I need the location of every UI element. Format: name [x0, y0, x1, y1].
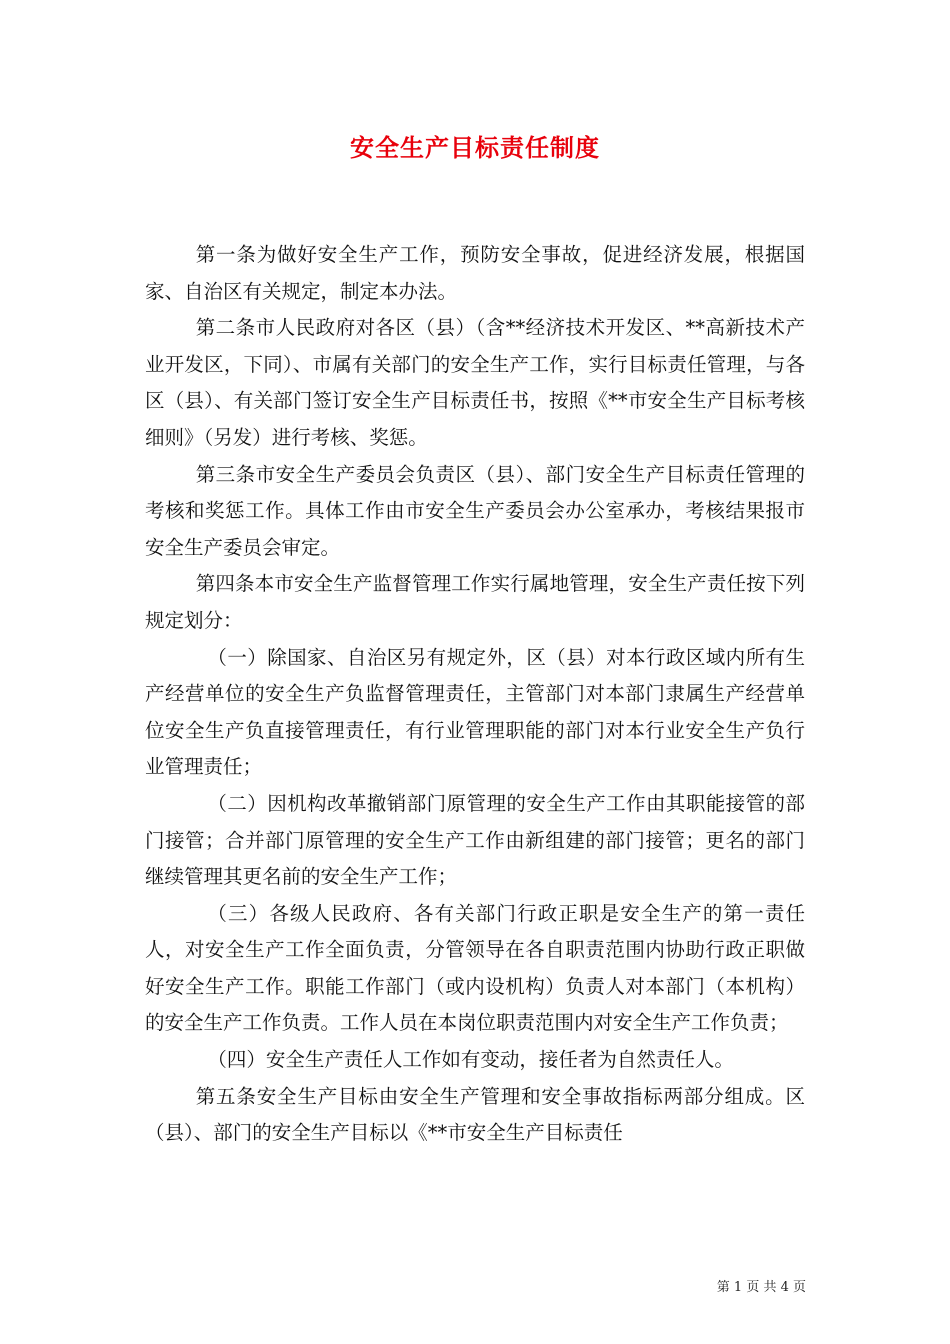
article-4-item-2: （二）因机构改革撤销部门原管理的安全生产工作由其职能接管的部门接管；合并部门原管理的安全生产工作由新组建的部门接管；更名的部门继续管理其更名前的安全生产工作； — [145, 791, 805, 889]
article-4-paragraph: 第四条本市安全生产监督管理工作实行属地管理，安全生产责任按下列规定划分： — [145, 572, 805, 632]
document-title: 安全生产目标责任制度 — [350, 133, 600, 162]
document-body — [145, 237, 805, 1152]
page-number-footer: 第 1 页 共 4 页 — [716, 1280, 806, 1295]
article-1-paragraph: 第一条为做好安全生产工作，预防安全事故，促进经济发展，根据国家、自治区有关规定，制定本办法。 — [145, 243, 805, 303]
article-4-item-1: （一）除国家、自治区另有规定外，区（县）对本行政区域内所有生产经营单位的安全生产负监督管理责任，主管部门对本部门隶属生产经营单位安全生产负直接管理责任，有行业管理职能的部门对本行业安全生产负行业管理责任； — [145, 645, 805, 779]
article-4-item-4: （四）安全生产责任人工作如有变动，接任者为自然责任人。 — [207, 1048, 734, 1072]
article-2-paragraph: 第二条市人民政府对各区（县）（含**经济技术开发区、**高新技术产业开发区，下同）、市属有关部门的安全生产工作，实行目标责任管理，与各区（县）、有关部门签订安全生产目标责任书，按照《**市安全生产目标考核细则》（另发）进行考核、奖惩。 — [145, 316, 805, 449]
article-5-paragraph: 第五条安全生产目标由安全生产管理和安全事故指标两部分组成。区（县）、部门的安全生产目标以《**市安全生产目标责任 — [145, 1084, 805, 1145]
article-4-item-3: （三）各级人民政府、各有关部门行政正职是安全生产的第一责任人，对安全生产工作全面负责，分管领导在各自职责范围内协助行政正职做好安全生产工作。职能工作部门（或内设机构）负责人对本部门（本机构）的安全生产工作负责。工作人员在本岗位职责范围内对安全生产工作负责； — [145, 901, 805, 1035]
article-3-paragraph: 第三条市安全生产委员会负责区（县）、部门安全生产目标责任管理的考核和奖惩工作。具体工作由市安全生产委员会办公室承办，考核结果报市安全生产委员会审定。 — [145, 462, 805, 559]
